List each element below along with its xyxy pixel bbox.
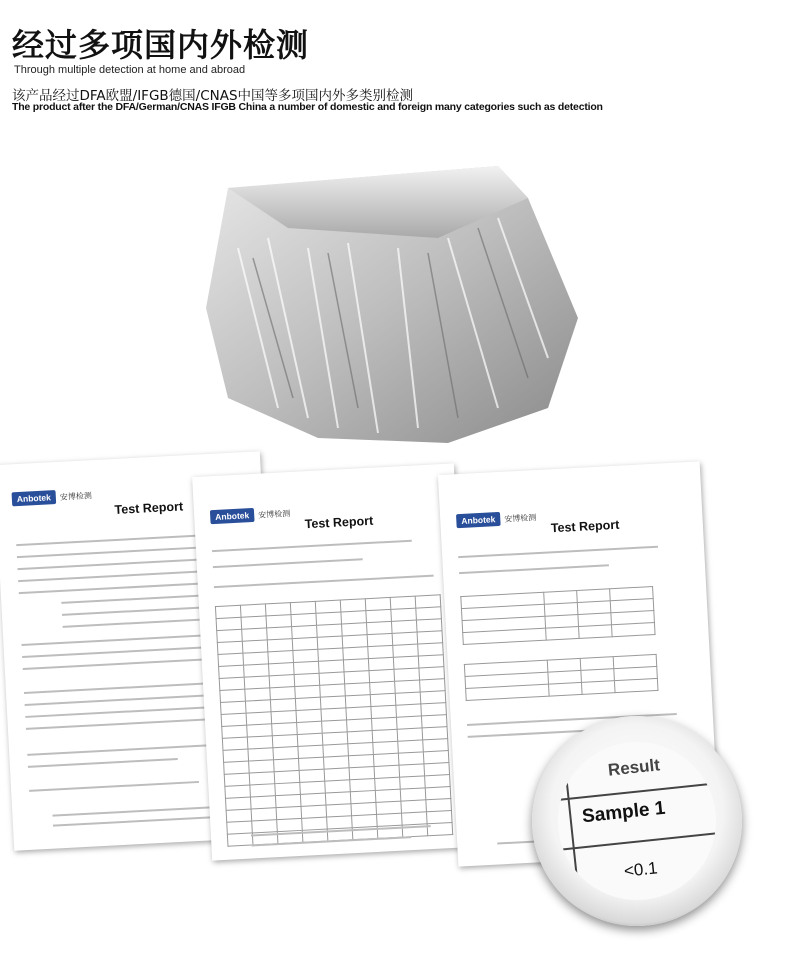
magnifying-glass: [532, 716, 742, 926]
results-table-2: [464, 654, 659, 701]
report-logo: [12, 488, 93, 506]
test-report-page-2: [192, 463, 474, 860]
magnified-result-label: Result: [607, 755, 661, 780]
logo-cn: 安博检测: [257, 508, 291, 520]
description-en: The product after the DFA/German/CNAS IFGB China a number of domestic and foreign many categories such as detection: [12, 101, 603, 113]
magnified-value: <0.1: [623, 858, 659, 881]
report-logo: [456, 510, 537, 528]
anbotek-logo: Anbotek: [210, 508, 255, 524]
bismuth-metal-chunk-image: [198, 158, 583, 453]
logo-cn: 安博检测: [504, 512, 537, 524]
magnified-area: [558, 742, 716, 900]
anbotek-logo: Anbotek: [456, 512, 501, 528]
results-table: [215, 594, 453, 846]
report-title: Test Report: [114, 499, 184, 517]
anbotek-logo: Anbotek: [12, 490, 57, 506]
subtitle-en: Through multiple detection at home and abroad: [14, 64, 246, 76]
report-title: Test Report: [304, 513, 374, 532]
page-title: 经过多项国内外检测: [12, 26, 310, 64]
results-table: [460, 586, 655, 645]
report-title: Test Report: [550, 517, 620, 536]
logo-cn: 安博检测: [59, 490, 93, 502]
magnified-sample-label: Sample 1: [581, 797, 667, 828]
report-logo: [210, 506, 291, 524]
description-cn: 该产品经过DFA欧盟/IFGB德国/CNAS中国等多项国内外多类别检测: [12, 88, 414, 104]
